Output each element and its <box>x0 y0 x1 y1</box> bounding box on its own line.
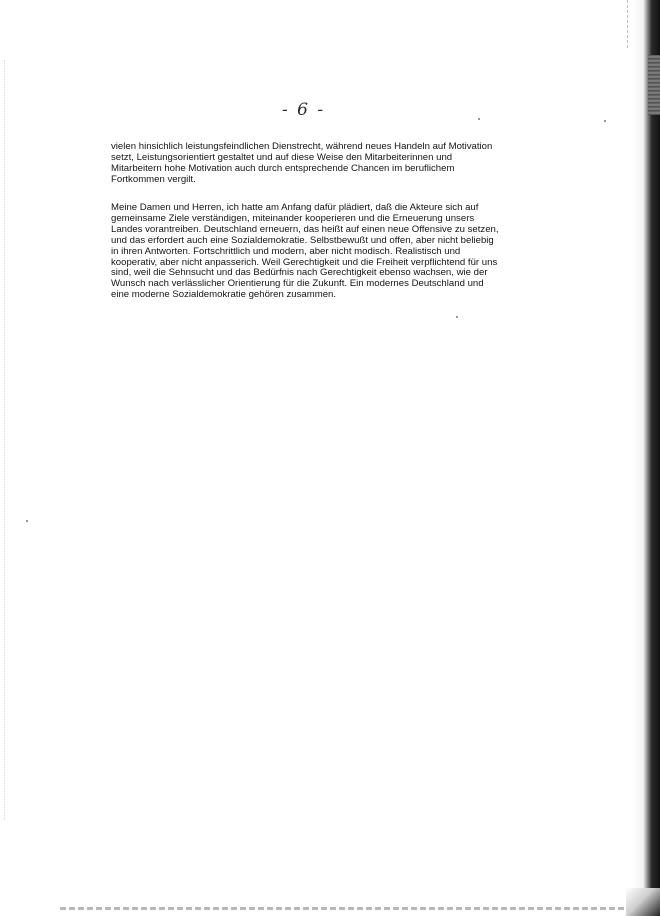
text-line: Fortkommen vergilt. <box>111 173 196 185</box>
text-line: in ihren Antworten. Fortschrittlich und modern, aber nicht modisch. Realistisch und <box>111 245 461 257</box>
scan-speck <box>604 120 606 122</box>
scan-speck <box>26 520 28 522</box>
text-line: Wunsch nach verlässlicher Orientierung für die Zukunft. Ein modernes Deutschland und <box>111 278 484 290</box>
text-line: gemeinsame Ziele verständigen, miteinander kooperieren und die Erneuerung unsers <box>111 212 475 224</box>
scan-bottom-corner <box>626 888 660 916</box>
scan-bottom-edge <box>60 907 660 910</box>
text-line: vielen hinsichlich leistungsfeindlichen Dienstrecht, während neues Handeln auf Motivation <box>111 141 493 152</box>
scan-left-edge <box>4 60 19 820</box>
text-line: Meine Damen und Herren, ich hatte am Anfang dafür plädiert, daß die Akteure sich auf <box>111 202 479 213</box>
scan-speck <box>478 118 480 120</box>
paragraph-2 <box>111 203 563 301</box>
scan-right-strip <box>648 55 660 115</box>
text-line: sind, weil die Sehnsucht und das Bedürfnis nach Gerechtigkeit ebenso wachsen, wie der <box>111 267 488 279</box>
page-number: - 6 - <box>282 100 326 120</box>
paragraph-1 <box>111 142 563 186</box>
text-line: Mitarbeitern hohe Motivation auch durch entsprechende Chancen im beruflichem <box>111 162 455 174</box>
scan-right-edge <box>632 0 660 916</box>
text-line: und das erfordert auch eine Sozialdemokratie. Selbstbewußt und offen, aber nicht beliebig <box>111 234 494 246</box>
text-line: kooperativ, aber nicht anpasserich. Weil Gerechtigkeit und die Freiheit verpflichtend für uns <box>111 256 498 268</box>
text-line: setzt, Leistungsorientiert gestaltet und auf diese Weise den Mitarbeiterinnen und <box>111 151 453 163</box>
scan-right-top-mark <box>627 0 630 48</box>
text-line: eine moderne Sozialdemokratie gehören zusammen. <box>111 289 337 301</box>
scan-speck <box>456 316 458 318</box>
text-line: Landes vorantreiben. Deutschland erneuern, das heißt auf einen neue Offensive zu setzen, <box>111 223 499 235</box>
